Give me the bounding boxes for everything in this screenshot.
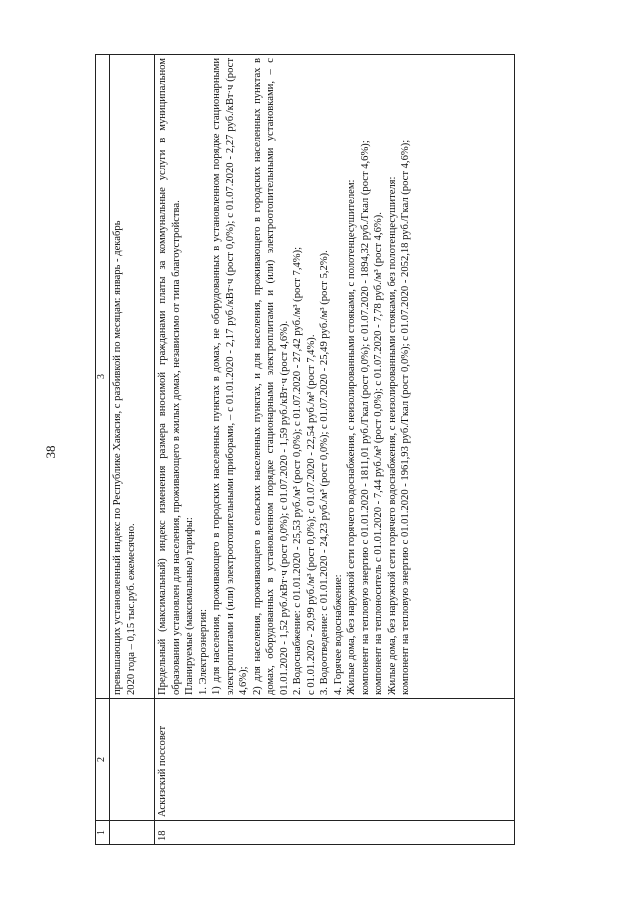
desc-line-7: с 01.01.2020 - 20,99 руб./м³ (рост 0,0%); с 01.07.2020 - 22,54 руб./м³ (рост 7,4%). — [305, 334, 317, 695]
desc-line-1: Предельный (максимальный) индекс изменения размера вносимой гражданами платы за коммунальные услуги в муниципальном образовании установлен для населения, проживающего в жилых домах, независимо от типа благоустройства. — [157, 58, 182, 695]
desc-line-14: компонент на тепловую энергию с 01.01.2020 - 1961,93 руб./Гкал (рост 0,0%); с 01.07.2020 - 2052,18 руб./Гкал (рост 4,6%); — [400, 139, 411, 695]
desc-line-11: компонент на тепловую энергию с 01.01.2020 - 1811,01 руб./Гкал (рост 0,0%); с 01.07.2020 - 1894,32 руб./Гкал (рост 4,6%); — [359, 140, 371, 695]
row-cont-line-1: превышающих установленный индекс по Республике Хакасия, с разбивкой по месяцам: январь - декабрь — [112, 220, 123, 695]
row-cont-num — [110, 821, 155, 845]
row-cont-name — [110, 699, 155, 821]
desc-line-9: 4. Горячее водоснабжение: — [332, 574, 344, 695]
rotated-table-wrapper — [95, 55, 515, 845]
municipality-name: Аскизский поссовет — [155, 699, 515, 821]
desc-line-13: Жилые дома, без наружной сети горячего водоснабжения, с неизолированными стояками, без полотенцесушителя: — [386, 176, 398, 695]
desc-line-12: компонент на теплоноситель с 01.01.2020 - 7,44 руб./м³ (рост 0,0%); с 01.07.2020 - 7,78 руб./м³ (рост 4,6%). — [373, 212, 384, 695]
table-row-continuation — [110, 55, 155, 845]
row-cont-text — [110, 55, 155, 699]
tariff-table — [95, 54, 515, 845]
header-col-2: 2 — [96, 699, 110, 821]
desc-line-4: 1) для населения, проживающего в городских населенных пунктах в домах, не оборудованных в установленном порядке стационарными электроплитами и (или) электроотопительными приборами, – с 01.01.2020 - 2,17 руб./кВт·ч (рост 0,0%); с 01.07.2020 - 2,27 руб./кВт·ч (рост 4,6%); — [211, 58, 249, 695]
desc-line-3: 1. Электроэнергия: — [197, 609, 209, 695]
table-header-row — [96, 55, 110, 845]
header-col-1: 1 — [96, 821, 110, 845]
table-row-18 — [155, 55, 515, 845]
header-col-3: 3 — [96, 55, 110, 699]
desc-line-2: Планируемые (максимальные) тарифы: — [184, 517, 195, 695]
desc-line-10: Жилые дома, без наружной сети горячего водоснабжения, с неизолированными стояками, с полотенцесушителем: — [346, 179, 357, 695]
page-number: 38 — [43, 445, 58, 459]
desc-line-5: 2) для населения, проживающего в сельских населенных пунктах, и для населения, проживающего в городских населенных пунктах в домах, оборудованных в установленном порядке стационарными электроплитами и (или) электроотопительными установками, – с 01.01.2020 - 1,52 руб./кВт·ч (рост 0,0%); с 01.07.2020 - 1,59 руб./кВт·ч (рост 4,6%). — [251, 58, 290, 695]
row-description — [155, 55, 515, 699]
row-number: 18 — [155, 821, 515, 845]
row-cont-line-2: 2020 года – 0,15 тыс.руб. ежемесячно. — [125, 523, 137, 695]
desc-line-8: 3. Водоотведение: с 01.01.2020 - 24,23 руб./м³ (рост 0,0%); с 01.07.2020 - 25,49 руб./м³ (рост 5,2%). — [319, 250, 330, 695]
desc-line-6: 2. Водоснабжение: с 01.01.2020 - 25,53 руб./м³ (рост 0,0%); с 01.07.2020 - 27,42 руб./м³ (рост 7,4%); — [292, 246, 303, 695]
